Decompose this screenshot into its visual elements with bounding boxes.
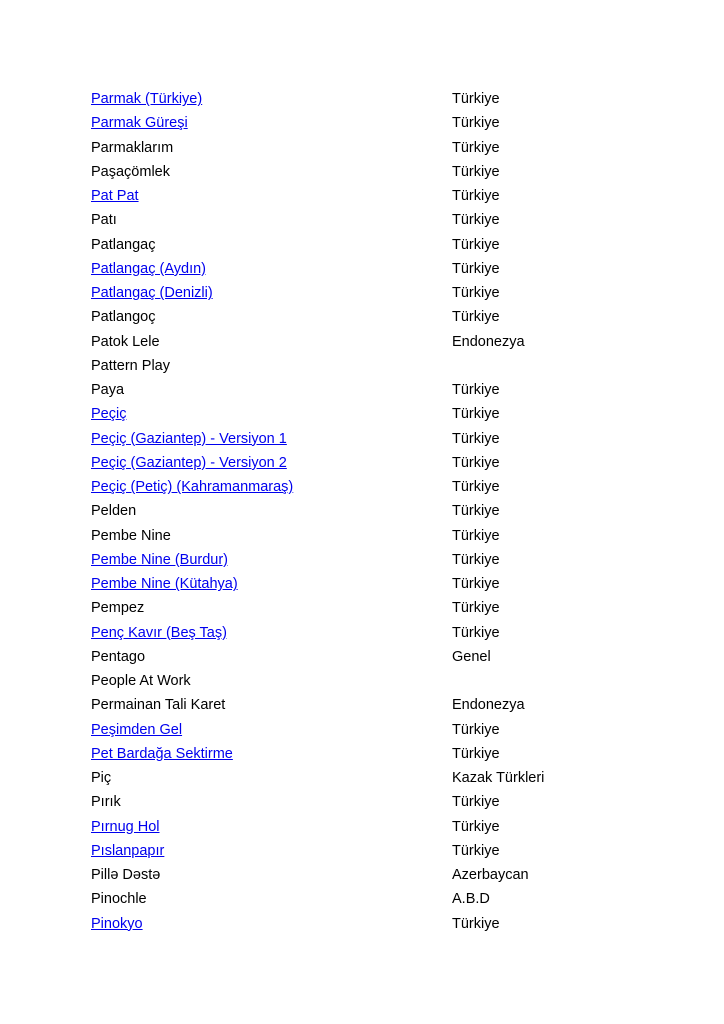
country-cell: Türkiye <box>452 842 500 859</box>
game-name-cell <box>91 334 452 350</box>
country-cell: Türkiye <box>452 430 500 447</box>
game-name-cell <box>91 188 452 204</box>
list-row <box>91 742 651 766</box>
game-name-text: Pinochle <box>91 891 147 908</box>
country-cell: Genel <box>452 648 491 665</box>
game-name-link[interactable]: Pat Pat <box>91 188 139 205</box>
game-name-link[interactable]: Peşimden Gel <box>91 721 183 738</box>
game-name-cell <box>91 261 452 277</box>
game-name-text: Pillə Dəstə <box>91 867 161 884</box>
game-name-link[interactable]: Penç Kavır (Beş Taş) <box>91 624 227 641</box>
country-cell: Türkiye <box>452 309 500 326</box>
game-name-text: Permainan Tali Karet <box>91 697 226 714</box>
list-row <box>91 402 651 426</box>
game-name-cell <box>91 649 452 665</box>
list-row <box>91 596 651 620</box>
country-cell: Türkiye <box>452 818 500 835</box>
list-row <box>91 863 651 887</box>
country-cell: Türkiye <box>452 91 500 108</box>
country-cell: Türkiye <box>452 915 500 932</box>
game-name-link[interactable]: Pet Bardağa Sektirme <box>91 745 233 762</box>
game-name-text: Pattern Play <box>91 357 170 374</box>
list-row <box>91 815 651 839</box>
game-name-link[interactable]: Pembe Nine (Kütahya) <box>91 576 238 593</box>
country-cell: Türkiye <box>452 212 500 229</box>
list-row <box>91 669 651 693</box>
game-name-link[interactable]: Pıslanpapır <box>91 842 165 859</box>
list-row <box>91 233 651 257</box>
country-cell: Endonezya <box>452 333 525 350</box>
game-name-text: Pelden <box>91 503 137 520</box>
list-row <box>91 912 651 936</box>
country-cell: Türkiye <box>452 406 500 423</box>
country-cell: Türkiye <box>452 260 500 277</box>
game-name-link[interactable]: Pinokyo <box>91 915 143 932</box>
list-row <box>91 160 651 184</box>
game-name-link[interactable]: Peçiç (Petiç) (Kahramanmaraş) <box>91 479 294 496</box>
country-cell: Kazak Türkleri <box>452 770 545 787</box>
list-row <box>91 451 651 475</box>
list-row <box>91 621 651 645</box>
game-name-text: Paşaçömlek <box>91 163 170 180</box>
game-name-text: Patlangaç <box>91 236 156 253</box>
country-cell: Türkiye <box>452 236 500 253</box>
game-name-cell <box>91 528 452 544</box>
country-cell: Türkiye <box>452 285 500 302</box>
game-name-text: Patok Lele <box>91 333 160 350</box>
list-row <box>91 548 651 572</box>
list-row <box>91 354 651 378</box>
list-row <box>91 330 651 354</box>
game-name-cell <box>91 746 452 762</box>
game-name-cell <box>91 503 452 519</box>
country-cell: Türkiye <box>452 600 500 617</box>
game-name-cell <box>91 358 452 374</box>
game-name-cell <box>91 867 452 883</box>
country-cell: Türkiye <box>452 382 500 399</box>
list-row <box>91 839 651 863</box>
country-cell: Türkiye <box>452 115 500 132</box>
game-name-text: Pempez <box>91 600 145 617</box>
game-name-cell <box>91 891 452 907</box>
game-name-cell <box>91 309 452 325</box>
game-name-link[interactable]: Patlangaç (Aydın) <box>91 260 206 277</box>
country-cell: Türkiye <box>452 721 500 738</box>
game-name-cell <box>91 140 452 156</box>
game-name-cell <box>91 843 452 859</box>
list-row <box>91 281 651 305</box>
game-name-cell <box>91 576 452 592</box>
game-name-cell <box>91 91 452 107</box>
game-name-cell <box>91 552 452 568</box>
country-cell: Türkiye <box>452 576 500 593</box>
list-row <box>91 718 651 742</box>
country-cell: Türkiye <box>452 624 500 641</box>
list-row <box>91 208 651 232</box>
game-name-cell <box>91 819 452 835</box>
game-name-cell <box>91 794 452 810</box>
game-name-cell <box>91 115 452 131</box>
game-name-cell <box>91 916 452 932</box>
list-row <box>91 305 651 329</box>
game-name-cell <box>91 237 452 253</box>
country-cell: Türkiye <box>452 454 500 471</box>
game-name-text: Paya <box>91 382 125 399</box>
game-name-cell <box>91 431 452 447</box>
game-name-link[interactable]: Pembe Nine (Burdur) <box>91 551 228 568</box>
game-name-text: Patı <box>91 212 117 229</box>
game-name-cell <box>91 479 452 495</box>
game-name-cell <box>91 722 452 738</box>
game-name-link[interactable]: Pırnug Hol <box>91 818 160 835</box>
country-cell: Türkiye <box>452 794 500 811</box>
country-cell: Türkiye <box>452 139 500 156</box>
game-name-cell <box>91 406 452 422</box>
country-cell: Türkiye <box>452 503 500 520</box>
game-name-link[interactable]: Peçiç (Gaziantep) - Versiyon 2 <box>91 454 287 471</box>
game-name-cell <box>91 455 452 471</box>
game-name-link[interactable]: Peçiç (Gaziantep) - Versiyon 1 <box>91 430 287 447</box>
list-row <box>91 378 651 402</box>
country-cell: A.B.D <box>452 891 490 908</box>
list-row <box>91 136 651 160</box>
country-cell: Türkiye <box>452 527 500 544</box>
game-name-text: People At Work <box>91 673 191 690</box>
game-name-cell <box>91 770 452 786</box>
list-row <box>91 499 651 523</box>
game-name-cell <box>91 673 452 689</box>
list-row <box>91 887 651 911</box>
country-cell: Endonezya <box>452 697 525 714</box>
game-name-cell <box>91 382 452 398</box>
list-row <box>91 475 651 499</box>
game-name-cell <box>91 285 452 301</box>
game-name-cell <box>91 697 452 713</box>
game-name-text: Pembe Nine <box>91 527 171 544</box>
list-row <box>91 184 651 208</box>
list-row <box>91 524 651 548</box>
list-row <box>91 427 651 451</box>
country-cell: Azerbaycan <box>452 867 529 884</box>
game-name-link[interactable]: Peçiç <box>91 406 127 423</box>
country-cell: Türkiye <box>452 479 500 496</box>
list-row <box>91 87 651 111</box>
list-row <box>91 645 651 669</box>
game-name-cell <box>91 164 452 180</box>
game-name-text: Pentago <box>91 648 146 665</box>
game-name-text: Parmaklarım <box>91 139 174 156</box>
list-row <box>91 790 651 814</box>
game-name-link[interactable]: Parmak Güreşi <box>91 115 188 132</box>
country-cell: Türkiye <box>452 551 500 568</box>
list-row <box>91 693 651 717</box>
list-row <box>91 766 651 790</box>
game-name-link[interactable]: Patlangaç (Denizli) <box>91 285 213 302</box>
game-list <box>91 87 651 936</box>
list-row <box>91 111 651 135</box>
game-name-text: Piç <box>91 770 112 787</box>
country-cell: Türkiye <box>452 163 500 180</box>
game-name-cell <box>91 212 452 228</box>
game-name-cell <box>91 600 452 616</box>
country-cell: Türkiye <box>452 188 500 205</box>
game-name-text: Patlangoç <box>91 309 156 326</box>
game-name-link[interactable]: Parmak (Türkiye) <box>91 91 203 108</box>
list-row <box>91 572 651 596</box>
list-row <box>91 257 651 281</box>
country-cell: Türkiye <box>452 745 500 762</box>
game-name-text: Pırık <box>91 794 121 811</box>
game-name-cell <box>91 625 452 641</box>
